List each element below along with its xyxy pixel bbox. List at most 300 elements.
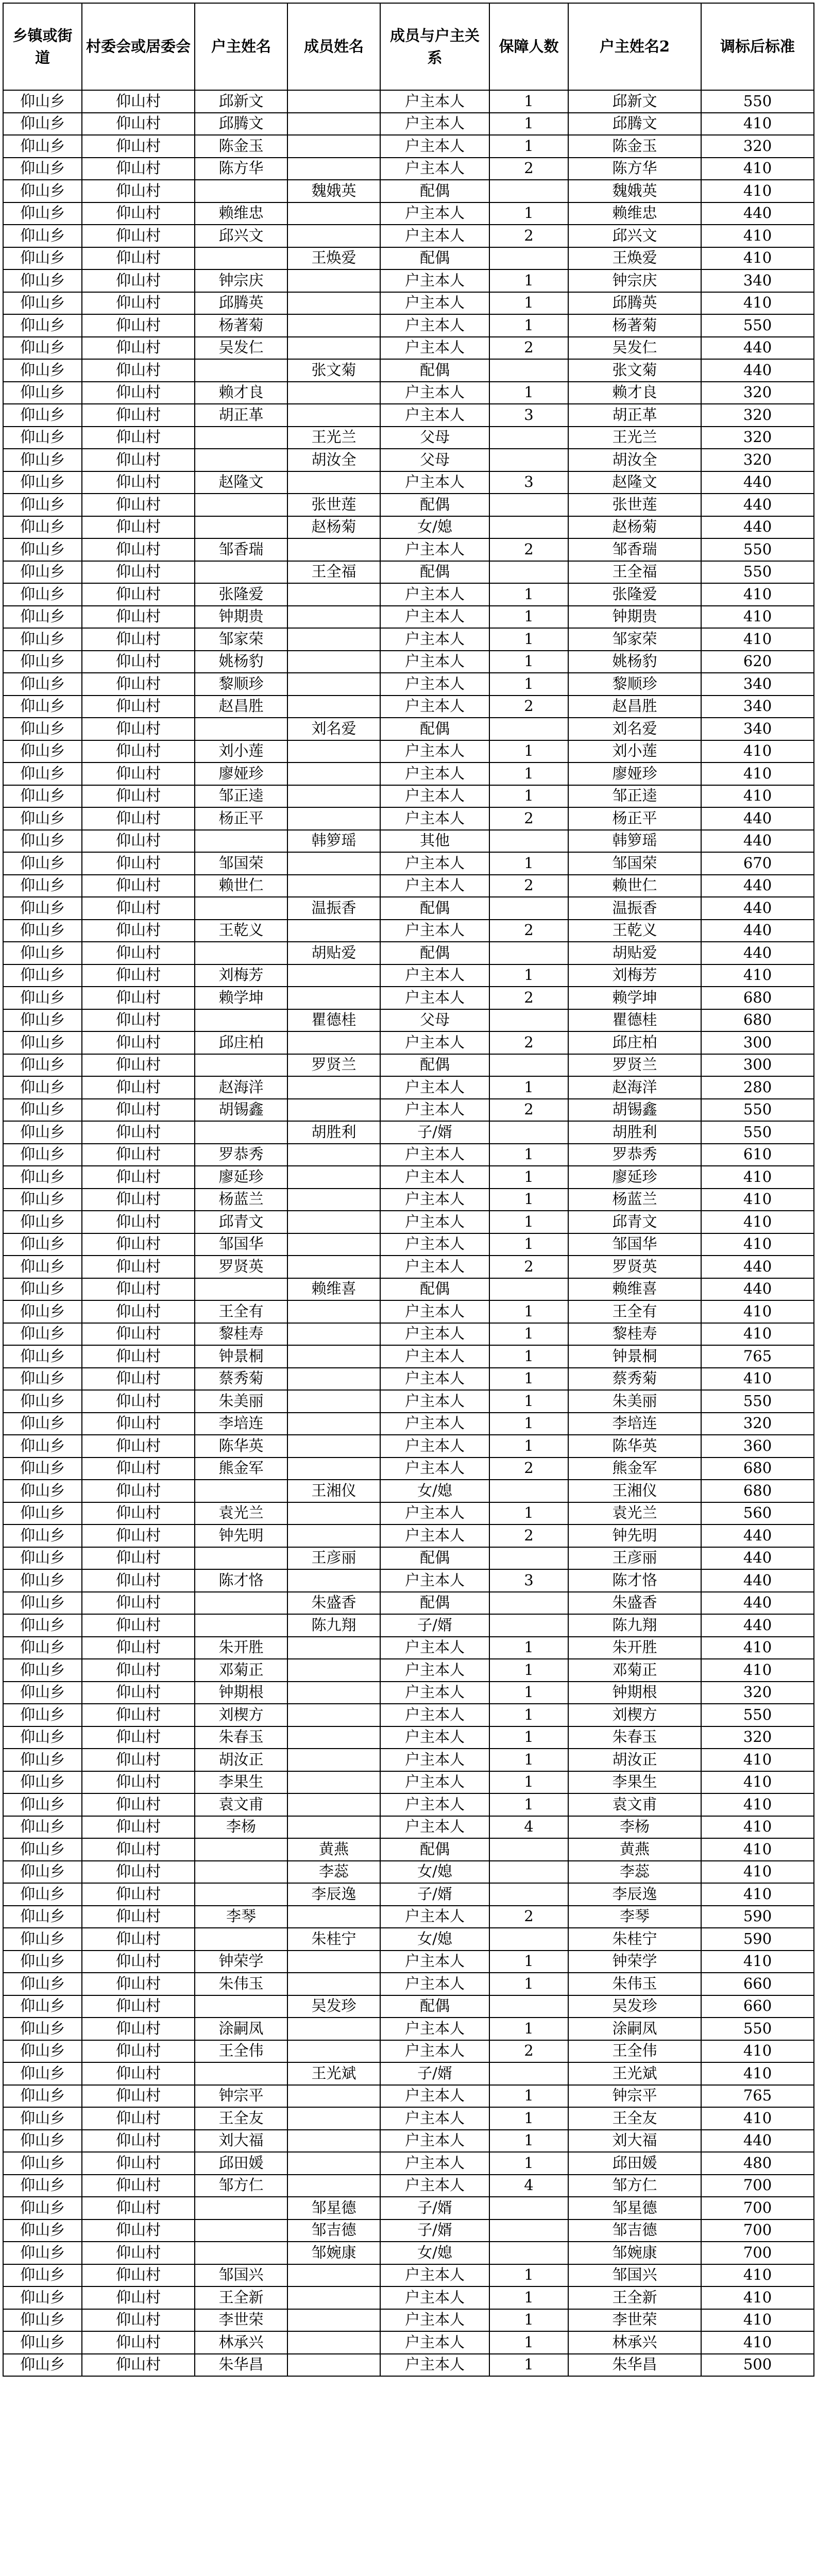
cell-member: 陈九翔 [287, 1614, 380, 1637]
cell-householder-2: 王全福 [568, 561, 701, 584]
cell-relation: 子/婿 [380, 2219, 489, 2242]
cell-count: 1 [489, 1726, 568, 1749]
cell-member [287, 1502, 380, 1525]
cell-member [287, 1031, 380, 1054]
cell-member: 赖维喜 [287, 1278, 380, 1301]
cell-householder: 钟景桐 [195, 1345, 287, 1368]
cell-standard: 410 [701, 1883, 814, 1906]
cell-village: 仰山村 [82, 1211, 195, 1233]
cell-township: 仰山乡 [3, 1592, 82, 1615]
cell-householder-2: 王乾义 [568, 920, 701, 942]
table-row [3, 2331, 814, 2354]
table-row [3, 314, 814, 337]
cell-village: 仰山村 [82, 1166, 195, 1189]
table-row [3, 1458, 814, 1480]
cell-township: 仰山乡 [3, 158, 82, 180]
cell-relation: 户主本人 [380, 225, 489, 247]
cell-householder: 邹国荣 [195, 852, 287, 875]
cell-township: 仰山乡 [3, 606, 82, 629]
cell-count: 1 [489, 785, 568, 808]
cell-count: 4 [489, 2175, 568, 2197]
cell-village: 仰山村 [82, 90, 195, 113]
cell-standard: 340 [701, 673, 814, 696]
cell-relation: 户主本人 [380, 1524, 489, 1547]
cell-member [287, 337, 380, 360]
table-row [3, 762, 814, 785]
cell-count: 1 [489, 583, 568, 606]
cell-relation: 配偶 [380, 494, 489, 516]
cell-village: 仰山村 [82, 2242, 195, 2264]
cell-township: 仰山乡 [3, 2085, 82, 2108]
cell-village: 仰山村 [82, 1951, 195, 1973]
cell-relation: 父母 [380, 449, 489, 471]
cell-householder: 赖才良 [195, 382, 287, 404]
cell-township: 仰山乡 [3, 1390, 82, 1413]
cell-householder: 邹国华 [195, 1233, 287, 1256]
table-row [3, 2085, 814, 2108]
table-row [3, 1144, 814, 1166]
table-row [3, 1547, 814, 1570]
cell-standard: 440 [701, 359, 814, 382]
cell-village: 仰山村 [82, 852, 195, 875]
cell-householder-2: 邱腾文 [568, 113, 701, 135]
cell-count: 1 [489, 1659, 568, 1682]
cell-householder-2: 杨正平 [568, 807, 701, 830]
cell-standard: 340 [701, 696, 814, 718]
cell-relation: 户主本人 [380, 471, 489, 494]
cell-standard: 410 [701, 1189, 814, 1211]
cell-township: 仰山乡 [3, 2197, 82, 2219]
cell-village: 仰山村 [82, 807, 195, 830]
table-row [3, 2018, 814, 2040]
cell-standard: 320 [701, 1726, 814, 1749]
cell-member [287, 696, 380, 718]
cell-relation: 配偶 [380, 180, 489, 202]
cell-householder: 李果生 [195, 1771, 287, 1794]
cell-relation: 户主本人 [380, 2354, 489, 2377]
cell-householder-2: 邱青文 [568, 1211, 701, 1233]
cell-householder-2: 刘名爱 [568, 718, 701, 740]
cell-township: 仰山乡 [3, 942, 82, 964]
cell-householder [195, 1614, 287, 1637]
table-row [3, 1951, 814, 1973]
cell-householder: 王乾义 [195, 920, 287, 942]
table-row [3, 494, 814, 516]
cell-standard: 560 [701, 1502, 814, 1525]
table-row [3, 942, 814, 964]
cell-standard: 550 [701, 1099, 814, 1122]
cell-count: 1 [489, 1973, 568, 1995]
cell-householder-2: 姚杨豹 [568, 651, 701, 673]
cell-village: 仰山村 [82, 247, 195, 270]
cell-village: 仰山村 [82, 269, 195, 292]
cell-village: 仰山村 [82, 404, 195, 427]
cell-householder-2: 钟期根 [568, 1682, 701, 1704]
cell-township: 仰山乡 [3, 696, 82, 718]
cell-householder-2: 邹家荣 [568, 628, 701, 651]
cell-member [287, 1390, 380, 1413]
cell-member [287, 1682, 380, 1704]
cell-count: 3 [489, 1569, 568, 1592]
cell-householder: 胡正革 [195, 404, 287, 427]
table-row [3, 1256, 814, 1278]
cell-householder [195, 1592, 287, 1615]
table-row [3, 382, 814, 404]
cell-village: 仰山村 [82, 1189, 195, 1211]
cell-member: 王全福 [287, 561, 380, 584]
cell-township: 仰山乡 [3, 673, 82, 696]
cell-township: 仰山乡 [3, 2219, 82, 2242]
table-row [3, 583, 814, 606]
cell-township: 仰山乡 [3, 404, 82, 427]
cell-member: 吴发珍 [287, 1995, 380, 2018]
table-row [3, 740, 814, 763]
cell-count: 1 [489, 1076, 568, 1099]
cell-count: 1 [489, 1749, 568, 1771]
header-householder-name: 户主姓名 [195, 3, 287, 90]
table-row [3, 785, 814, 808]
table-row [3, 1300, 814, 1323]
cell-count: 2 [489, 225, 568, 247]
cell-standard: 620 [701, 651, 814, 673]
cell-township: 仰山乡 [3, 538, 82, 561]
cell-relation: 户主本人 [380, 1973, 489, 1995]
cell-householder-2: 王彦丽 [568, 1547, 701, 1570]
cell-relation: 户主本人 [380, 1704, 489, 1726]
cell-householder [195, 561, 287, 584]
cell-township: 仰山乡 [3, 1682, 82, 1704]
cell-member: 赵杨菊 [287, 516, 380, 539]
cell-householder-2: 李辰逸 [568, 1883, 701, 1906]
cell-householder-2: 温振香 [568, 897, 701, 920]
cell-relation: 户主本人 [380, 673, 489, 696]
cell-householder [195, 359, 287, 382]
cell-standard: 360 [701, 1435, 814, 1458]
cell-householder [195, 1278, 287, 1301]
cell-count [489, 180, 568, 202]
cell-standard: 670 [701, 852, 814, 875]
table-row [3, 1524, 814, 1547]
cell-township: 仰山乡 [3, 1144, 82, 1166]
cell-householder-2: 杨著菊 [568, 314, 701, 337]
cell-village: 仰山村 [82, 2264, 195, 2287]
cell-householder-2: 赵海洋 [568, 1076, 701, 1099]
cell-village: 仰山村 [82, 1771, 195, 1794]
cell-count [489, 359, 568, 382]
cell-householder-2: 赖维忠 [568, 202, 701, 225]
table-row [3, 964, 814, 987]
cell-township: 仰山乡 [3, 1614, 82, 1637]
cell-count: 1 [489, 2264, 568, 2287]
cell-householder: 赖维忠 [195, 202, 287, 225]
cell-member [287, 1435, 380, 1458]
cell-member [287, 852, 380, 875]
cell-relation: 户主本人 [380, 1233, 489, 1256]
cell-householder: 张隆爱 [195, 583, 287, 606]
table-row [3, 606, 814, 629]
cell-standard: 440 [701, 942, 814, 964]
table-row [3, 718, 814, 740]
table-row [3, 1368, 814, 1391]
cell-member [287, 1458, 380, 1480]
cell-count: 1 [489, 2130, 568, 2153]
cell-village: 仰山村 [82, 920, 195, 942]
cell-township: 仰山乡 [3, 292, 82, 315]
cell-member [287, 964, 380, 987]
cell-householder-2: 邓菊正 [568, 1659, 701, 1682]
cell-village: 仰山村 [82, 2107, 195, 2130]
cell-township: 仰山乡 [3, 1166, 82, 1189]
cell-member [287, 2331, 380, 2354]
cell-standard: 410 [701, 762, 814, 785]
cell-village: 仰山村 [82, 1928, 195, 1951]
cell-householder-2: 邱田媛 [568, 2152, 701, 2175]
cell-relation: 户主本人 [380, 1502, 489, 1525]
cell-count: 1 [489, 1682, 568, 1704]
cell-householder: 黎顺珍 [195, 673, 287, 696]
cell-member [287, 1076, 380, 1099]
cell-householder-2: 邹国兴 [568, 2264, 701, 2287]
table-row [3, 225, 814, 247]
cell-count: 1 [489, 2085, 568, 2108]
cell-member: 邹吉德 [287, 2219, 380, 2242]
cell-relation: 户主本人 [380, 1458, 489, 1480]
table-row [3, 1906, 814, 1928]
cell-count: 1 [489, 202, 568, 225]
cell-standard: 765 [701, 1345, 814, 1368]
table-row [3, 158, 814, 180]
cell-relation: 户主本人 [380, 1144, 489, 1166]
cell-village: 仰山村 [82, 158, 195, 180]
cell-relation: 配偶 [380, 942, 489, 964]
cell-village: 仰山村 [82, 449, 195, 471]
cell-relation: 户主本人 [380, 314, 489, 337]
cell-householder-2: 钟宗庆 [568, 269, 701, 292]
cell-householder-2: 刘梅芳 [568, 964, 701, 987]
cell-householder [195, 180, 287, 202]
cell-member [287, 673, 380, 696]
table-row [3, 1614, 814, 1637]
cell-township: 仰山乡 [3, 1502, 82, 1525]
cell-count: 1 [489, 606, 568, 629]
cell-village: 仰山村 [82, 1480, 195, 1502]
cell-householder: 钟宗庆 [195, 269, 287, 292]
cell-village: 仰山村 [82, 696, 195, 718]
cell-relation: 户主本人 [380, 1189, 489, 1211]
cell-count: 2 [489, 158, 568, 180]
cell-relation: 父母 [380, 427, 489, 449]
cell-township: 仰山乡 [3, 1861, 82, 1884]
cell-member [287, 1144, 380, 1166]
cell-count: 1 [489, 1435, 568, 1458]
table-row [3, 1726, 814, 1749]
cell-count [489, 494, 568, 516]
table-row [3, 1793, 814, 1816]
cell-relation: 户主本人 [380, 1256, 489, 1278]
cell-relation: 户主本人 [380, 1345, 489, 1368]
cell-relation: 户主本人 [380, 158, 489, 180]
cell-householder-2: 钟先明 [568, 1524, 701, 1547]
cell-householder: 钟荣学 [195, 1951, 287, 1973]
header-village-committee: 村委会或居委会 [82, 3, 195, 90]
cell-householder-2: 邹香瑞 [568, 538, 701, 561]
cell-householder-2: 袁光兰 [568, 1502, 701, 1525]
cell-village: 仰山村 [82, 762, 195, 785]
cell-householder-2: 邹国华 [568, 1233, 701, 1256]
cell-count: 1 [489, 2286, 568, 2309]
cell-standard: 410 [701, 1233, 814, 1256]
cell-member [287, 987, 380, 1009]
cell-count: 1 [489, 1390, 568, 1413]
cell-relation: 户主本人 [380, 2107, 489, 2130]
cell-count: 2 [489, 538, 568, 561]
cell-relation: 户主本人 [380, 2152, 489, 2175]
cell-member [287, 1300, 380, 1323]
cell-relation: 户主本人 [380, 1726, 489, 1749]
cell-standard: 410 [701, 1323, 814, 1346]
cell-householder: 杨蓝兰 [195, 1189, 287, 1211]
cell-householder [195, 1547, 287, 1570]
cell-householder: 王全友 [195, 2107, 287, 2130]
table-row [3, 1076, 814, 1099]
cell-relation: 户主本人 [380, 202, 489, 225]
cell-count: 1 [489, 2354, 568, 2377]
cell-householder-2: 邹星德 [568, 2197, 701, 2219]
table-row [3, 1749, 814, 1771]
cell-householder-2: 王全新 [568, 2286, 701, 2309]
cell-householder [195, 2242, 287, 2264]
cell-relation: 户主本人 [380, 1323, 489, 1346]
cell-householder-2: 赵杨菊 [568, 516, 701, 539]
cell-member [287, 269, 380, 292]
cell-householder-2: 张隆爱 [568, 583, 701, 606]
cell-count: 1 [489, 90, 568, 113]
cell-relation: 户主本人 [380, 852, 489, 875]
cell-member: 朱桂宁 [287, 1928, 380, 1951]
cell-member: 魏娥英 [287, 180, 380, 202]
cell-member: 李辰逸 [287, 1883, 380, 1906]
cell-count [489, 1838, 568, 1861]
cell-member: 王光兰 [287, 427, 380, 449]
cell-householder: 李杨 [195, 1816, 287, 1839]
cell-township: 仰山乡 [3, 1211, 82, 1233]
cell-relation: 子/婿 [380, 2197, 489, 2219]
cell-township: 仰山乡 [3, 2354, 82, 2377]
cell-village: 仰山村 [82, 516, 195, 539]
cell-member [287, 1099, 380, 1122]
cell-township: 仰山乡 [3, 1368, 82, 1391]
cell-householder: 廖娅珍 [195, 762, 287, 785]
cell-count [489, 718, 568, 740]
cell-relation: 女/媳 [380, 2242, 489, 2264]
cell-householder: 蔡秀菊 [195, 1368, 287, 1391]
cell-township: 仰山乡 [3, 1816, 82, 1839]
table-row [3, 292, 814, 315]
cell-count [489, 561, 568, 584]
cell-village: 仰山村 [82, 292, 195, 315]
cell-relation: 户主本人 [380, 1749, 489, 1771]
cell-standard: 765 [701, 2085, 814, 2108]
table-row [3, 673, 814, 696]
cell-township: 仰山乡 [3, 247, 82, 270]
cell-township: 仰山乡 [3, 314, 82, 337]
cell-member: 邹星德 [287, 2197, 380, 2219]
cell-village: 仰山村 [82, 225, 195, 247]
cell-count: 1 [489, 1345, 568, 1368]
cell-member: 韩箩瑶 [287, 830, 380, 853]
cell-township: 仰山乡 [3, 987, 82, 1009]
cell-householder-2: 刘小莲 [568, 740, 701, 763]
cell-member [287, 2286, 380, 2309]
cell-standard: 410 [701, 606, 814, 629]
cell-standard: 410 [701, 113, 814, 135]
cell-village: 仰山村 [82, 202, 195, 225]
cell-relation: 父母 [380, 1009, 489, 1032]
cell-householder-2: 赵昌胜 [568, 696, 701, 718]
cell-standard: 440 [701, 202, 814, 225]
cell-standard: 440 [701, 897, 814, 920]
cell-member [287, 2354, 380, 2377]
cell-member [287, 583, 380, 606]
cell-member [287, 875, 380, 897]
cell-township: 仰山乡 [3, 1458, 82, 1480]
cell-householder: 刘大福 [195, 2130, 287, 2153]
cell-householder: 刘梅芳 [195, 964, 287, 987]
table-row [3, 1838, 814, 1861]
cell-member [287, 1659, 380, 1682]
cell-member: 朱盛香 [287, 1592, 380, 1615]
cell-township: 仰山乡 [3, 90, 82, 113]
table-header [3, 3, 814, 90]
cell-count [489, 427, 568, 449]
cell-township: 仰山乡 [3, 2242, 82, 2264]
cell-member [287, 2107, 380, 2130]
cell-standard: 300 [701, 1031, 814, 1054]
cell-member: 王彦丽 [287, 1547, 380, 1570]
cell-standard: 440 [701, 494, 814, 516]
cell-relation: 户主本人 [380, 90, 489, 113]
cell-standard: 440 [701, 2130, 814, 2153]
cell-village: 仰山村 [82, 2331, 195, 2354]
cell-householder-2: 陈方华 [568, 158, 701, 180]
table-row [3, 449, 814, 471]
cell-standard: 410 [701, 2264, 814, 2287]
cell-standard: 410 [701, 1838, 814, 1861]
cell-count: 1 [489, 1413, 568, 1435]
cell-relation: 户主本人 [380, 1659, 489, 1682]
cell-standard: 410 [701, 628, 814, 651]
cell-householder-2: 廖娅珍 [568, 762, 701, 785]
cell-count [489, 1547, 568, 1570]
cell-standard: 410 [701, 1211, 814, 1233]
cell-householder-2: 胡汝正 [568, 1749, 701, 1771]
cell-village: 仰山村 [82, 1323, 195, 1346]
cell-householder: 邹家荣 [195, 628, 287, 651]
cell-householder-2: 赖世仁 [568, 875, 701, 897]
cell-count: 1 [489, 1233, 568, 1256]
cell-count [489, 1278, 568, 1301]
cell-member [287, 740, 380, 763]
cell-village: 仰山村 [82, 1995, 195, 2018]
table-row [3, 1883, 814, 1906]
cell-member [287, 1233, 380, 1256]
cell-member [287, 1726, 380, 1749]
cell-township: 仰山乡 [3, 1973, 82, 1995]
cell-member [287, 628, 380, 651]
cell-township: 仰山乡 [3, 382, 82, 404]
cell-member [287, 2018, 380, 2040]
cell-relation: 户主本人 [380, 651, 489, 673]
